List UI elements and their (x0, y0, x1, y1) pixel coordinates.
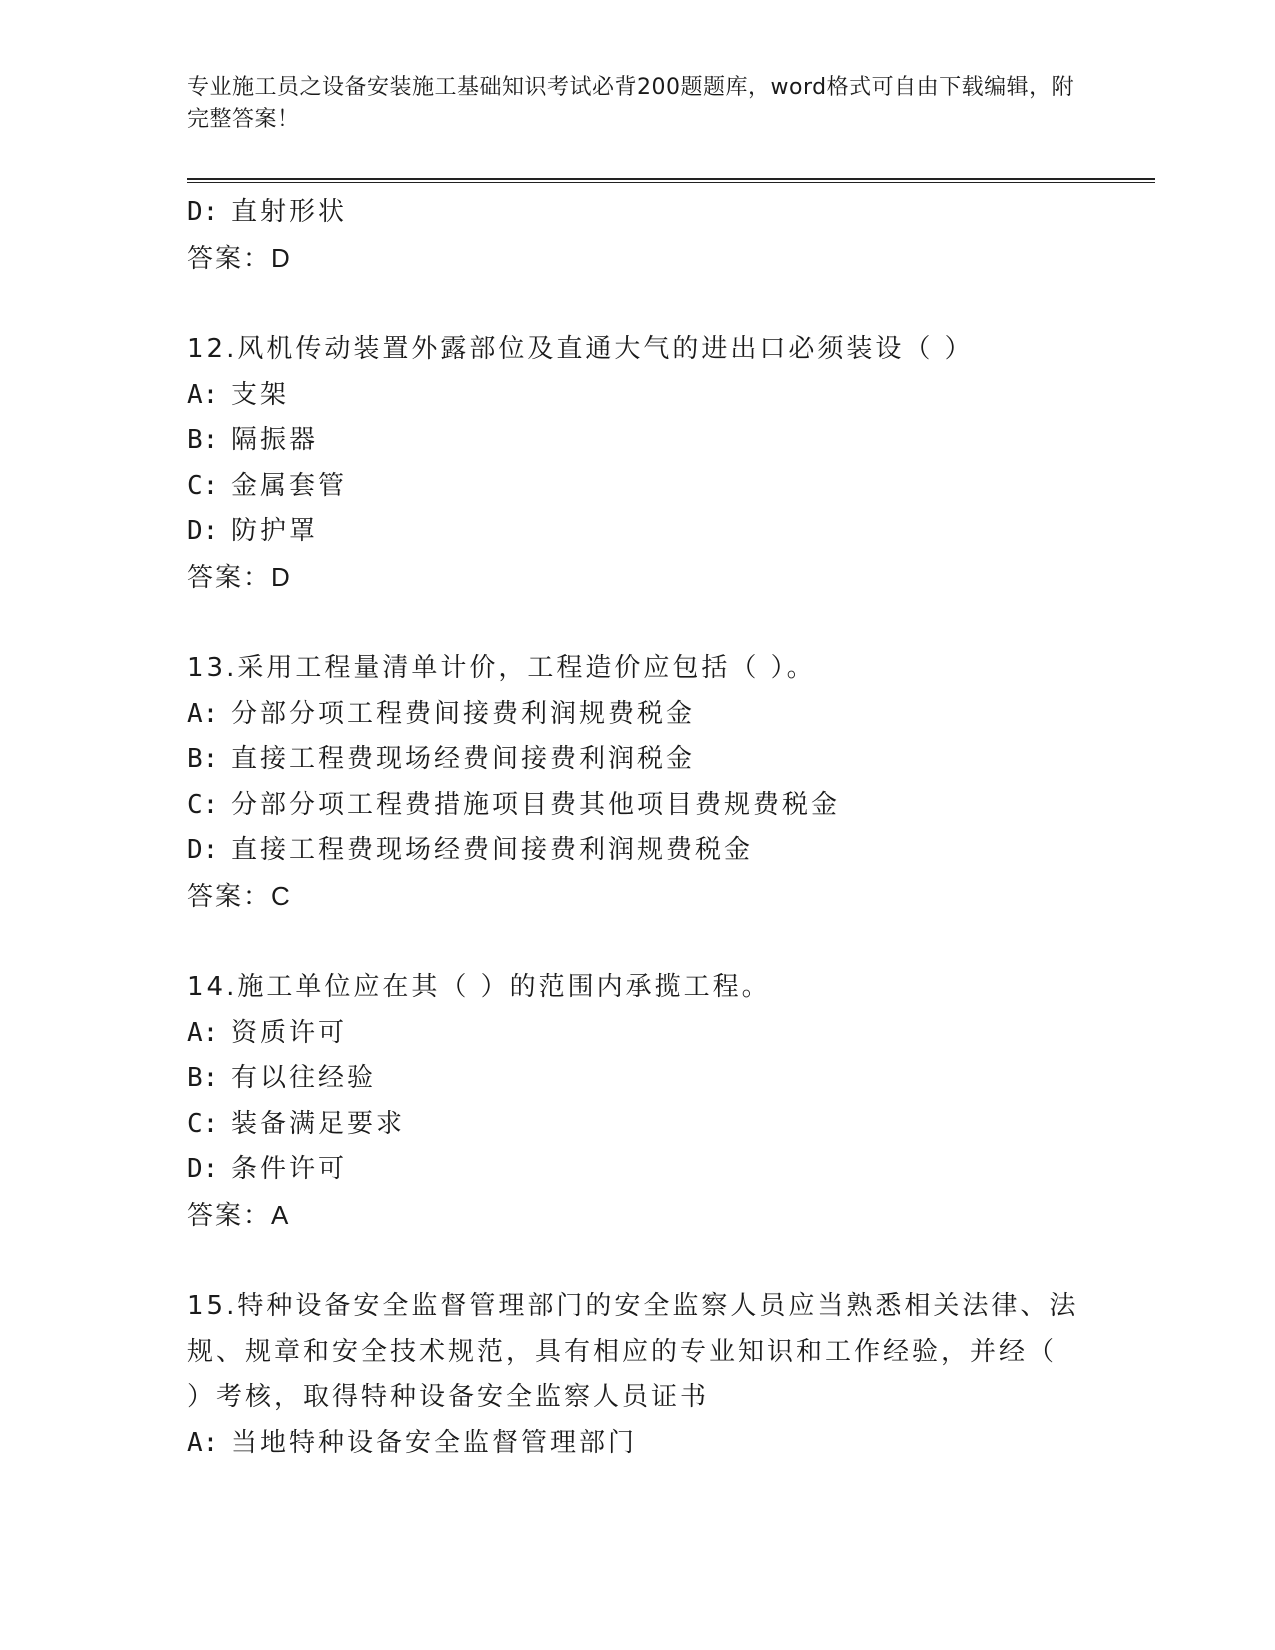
option-letter: A: (187, 379, 219, 410)
question-14-text: 14.施工单位应在其（ ）的范围内承揽工程。 (187, 972, 771, 1002)
option-text: 资质许可 (231, 1017, 348, 1048)
option-b (187, 1056, 1087, 1102)
answer-line: 答案：C (187, 880, 292, 911)
option-a (187, 1011, 1087, 1057)
option-c (187, 464, 1087, 510)
option-a (187, 1421, 1087, 1467)
option-a (187, 692, 1087, 738)
page-header: 专业施工员之设备安装施工基础知识考试必背200题题库，word格式可自由下载编辑，附完整答案！ (187, 75, 1075, 132)
option-text: 直射形状 (231, 197, 348, 227)
option-text: 有以往经验 (231, 1063, 377, 1093)
option-letter: C: (187, 789, 219, 820)
answer-line: 答案：D (187, 242, 292, 273)
option-letter: B: (187, 744, 219, 774)
option-a (187, 373, 1087, 419)
option-letter: C: (187, 1108, 219, 1139)
option-d (187, 190, 1087, 236)
option-text: 分部分项工程费间接费利润规费税金 (231, 698, 696, 729)
option-letter: A: (187, 698, 219, 729)
option-text: 分部分项工程费措施项目费其他项目费规费税金 (231, 789, 841, 820)
header-divider (187, 178, 1155, 183)
answer-line: 答案：A (187, 1199, 291, 1230)
document-body (187, 190, 1087, 1466)
option-c (187, 783, 1087, 829)
question-15-text: 15.特种设备安全监督管理部门的安全监察人员应当熟悉相关法律、法规、规章和安全技术规范，具有相应的专业知识和工作经验，并经（ ）考核，取得特种设备安全监察人员证书 (187, 1291, 1079, 1412)
option-text: 装备满足要求 (231, 1108, 406, 1139)
option-letter: D: (187, 197, 219, 227)
option-letter: A: (187, 1017, 219, 1048)
option-letter: B: (187, 1063, 219, 1093)
option-letter: A: (187, 1427, 219, 1458)
question-13-text: 13.采用工程量清单计价，工程造价应包括（ ）。 (187, 653, 816, 683)
option-text: 直接工程费现场经费间接费利润税金 (231, 744, 696, 774)
option-letter: D: (187, 835, 219, 865)
option-text: 当地特种设备安全监督管理部门 (231, 1427, 638, 1458)
option-text: 支架 (231, 379, 290, 410)
option-d (187, 1147, 1087, 1193)
option-c (187, 1102, 1087, 1148)
option-letter: D: (187, 516, 219, 546)
option-text: 防护罩 (231, 516, 319, 546)
option-d (187, 828, 1087, 874)
option-text: 隔振器 (231, 425, 319, 455)
option-d (187, 509, 1087, 555)
option-b (187, 418, 1087, 464)
option-text: 金属套管 (231, 470, 348, 501)
question-12-text: 12.风机传动装置外露部位及直通大气的进出口必须装设（ ） (187, 334, 974, 364)
answer-line: 答案：D (187, 561, 292, 592)
option-letter: B: (187, 425, 219, 455)
option-text: 条件许可 (231, 1154, 348, 1184)
option-letter: D: (187, 1154, 219, 1184)
option-text: 直接工程费现场经费间接费利润规费税金 (231, 835, 754, 865)
option-letter: C: (187, 470, 219, 501)
option-b (187, 737, 1087, 783)
